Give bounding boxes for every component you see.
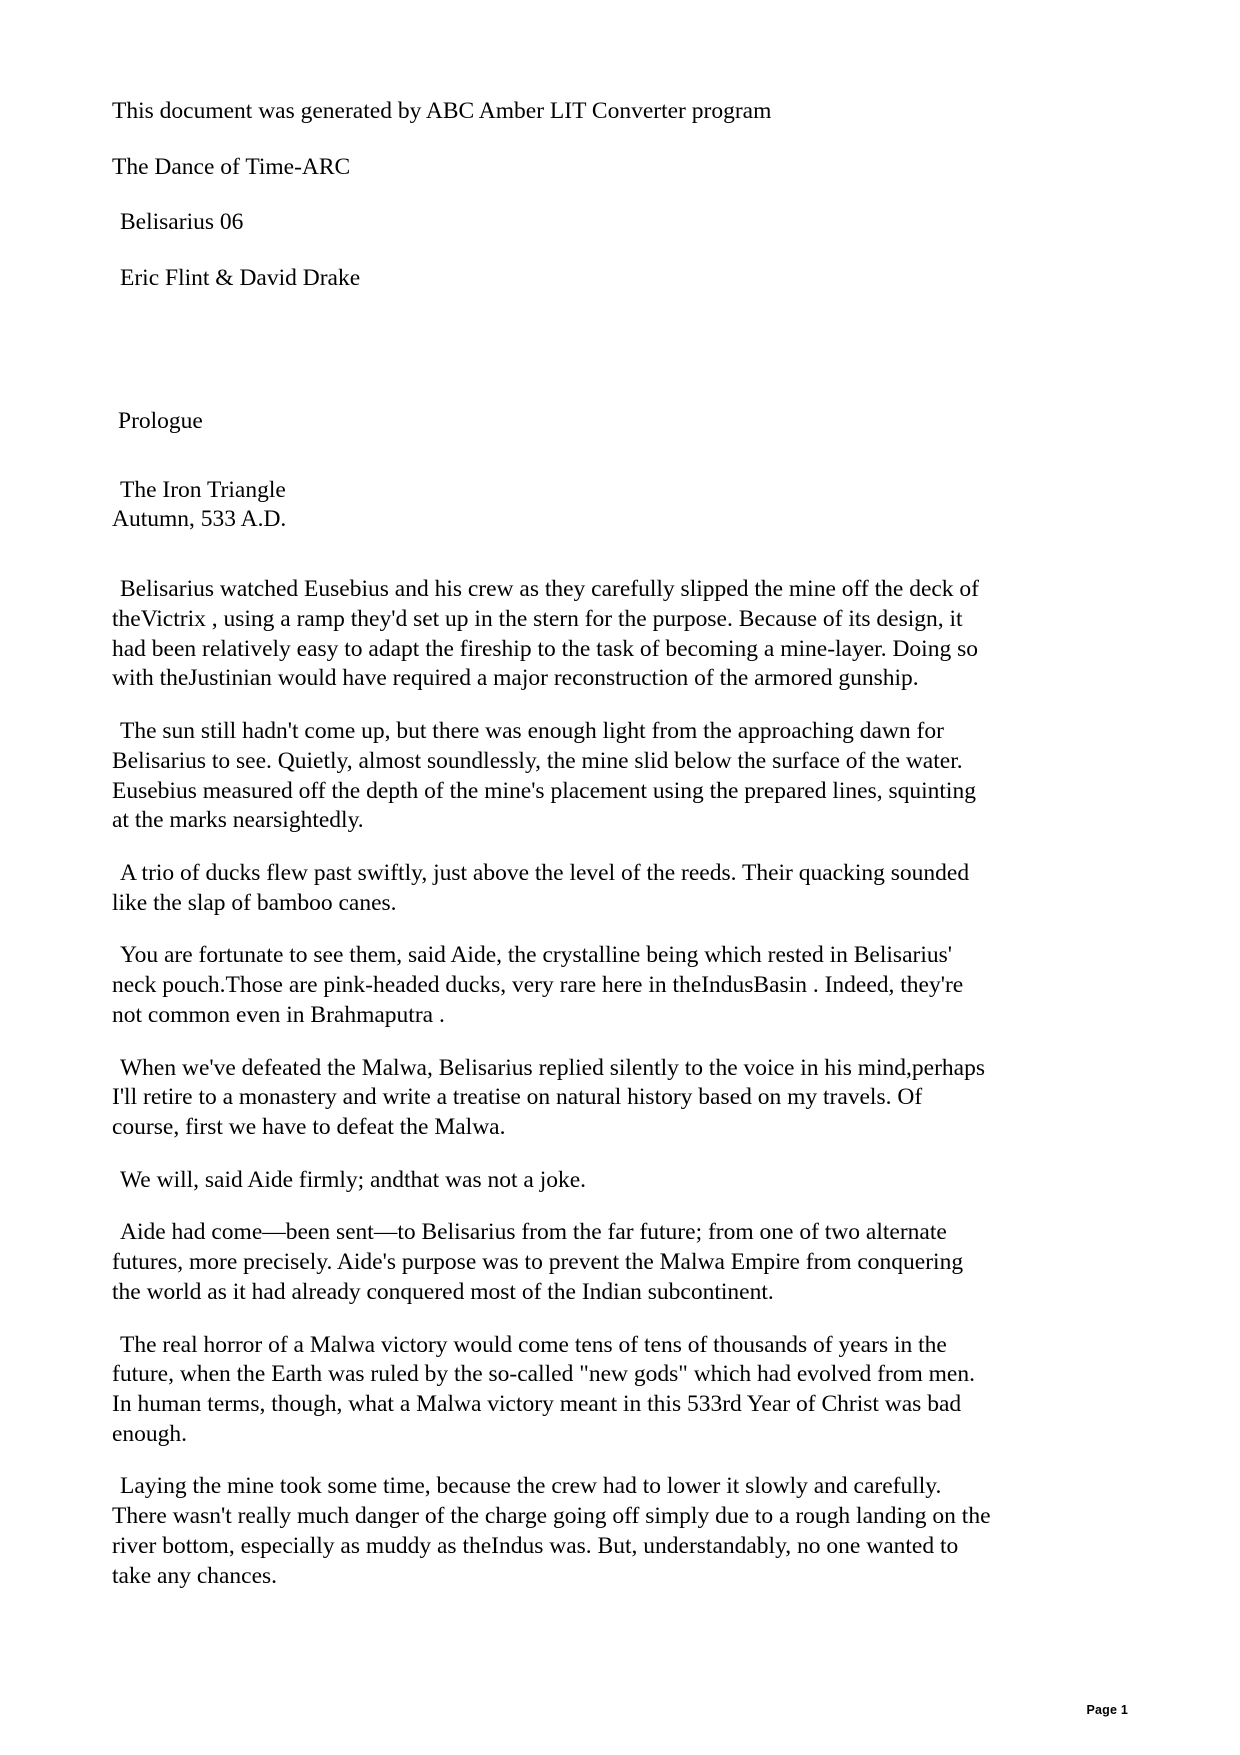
section-spacer <box>112 322 994 410</box>
document-title: The Dance of Time-ARC <box>112 153 351 180</box>
body-paragraph: We will, said Aide firmly; andthat was not a joke. <box>120 1166 587 1193</box>
scene-location: The Iron Triangle <box>120 476 286 503</box>
body-paragraph: Aide had come—been sent—to Belisarius from the far future; from one of two alternate futures, more precisely. Aide's purpose was to prevent the Malwa Empire from conquering the world as it had already conquered most of the Indian subcontinent. <box>112 1219 964 1305</box>
generator-notice: This document was generated by ABC Amber LIT Converter program <box>112 98 772 124</box>
page-number-footer: Page 1 <box>1086 1703 1128 1717</box>
body-paragraph: You are fortunate to see them, said Aide, the crystalline being which rested in Belisarius' neck pouch.Those are pink-headed ducks, very rare here in theIndusBasin . Indeed, they're not common even in Brahmaputra . <box>112 942 964 1028</box>
body-paragraph: A trio of ducks flew past swiftly, just above the level of the reeds. Their quacking sounded like the slap of bamboo canes. <box>112 859 970 916</box>
scene-date: Autumn, 533 A.D. <box>112 506 287 533</box>
body-paragraph: Belisarius watched Eusebius and his crew as they carefully slipped the mine off the deck of theVictrix , using a ramp they'd set up in the stern for the purpose. Because of its design, it had been relatively easy to adapt the fireship to the task of becoming a mine-layer. Doing so with theJustinian would have required a major reconstruction of the armored gunship. <box>112 576 980 692</box>
page-content <box>112 100 994 1614</box>
authors-label: Eric Flint & David Drake <box>120 264 361 291</box>
body-paragraph: Laying the mine took some time, because the crew had to lower it slowly and carefully. There wasn't really much danger of the charge going off simply due to a rough landing on the river bottom, especially as muddy as theIndus was. But, understandably, no one wanted to take any chances. <box>112 1473 991 1589</box>
section-heading-prologue: Prologue <box>118 408 203 434</box>
body-paragraph: When we've defeated the Malwa, Belisarius replied silently to the voice in his mind,perhaps I'll retire to a monastery and write a treatise on natural history based on my travels. Of course, first we have to defeat the Malwa. <box>112 1054 985 1140</box>
scene-setting <box>112 476 994 536</box>
body-paragraph: The sun still hadn't come up, but there was enough light from the approaching dawn for Belisarius to see. Quietly, almost soundlessly, the mine slid below the surface of the water. Eusebius measured off the depth of the mine's placement using the prepared lines, squinting at the marks nearsightedly. <box>112 718 976 834</box>
series-label: Belisarius 06 <box>120 209 244 235</box>
body-paragraph: The real horror of a Malwa victory would come tens of tens of thousands of years in the future, when the Earth was ruled by the so-called "new gods" which had evolved from men. In human terms, though, what a Malwa victory meant in this 533rd Year of Christ was bad enough. <box>112 1331 975 1447</box>
